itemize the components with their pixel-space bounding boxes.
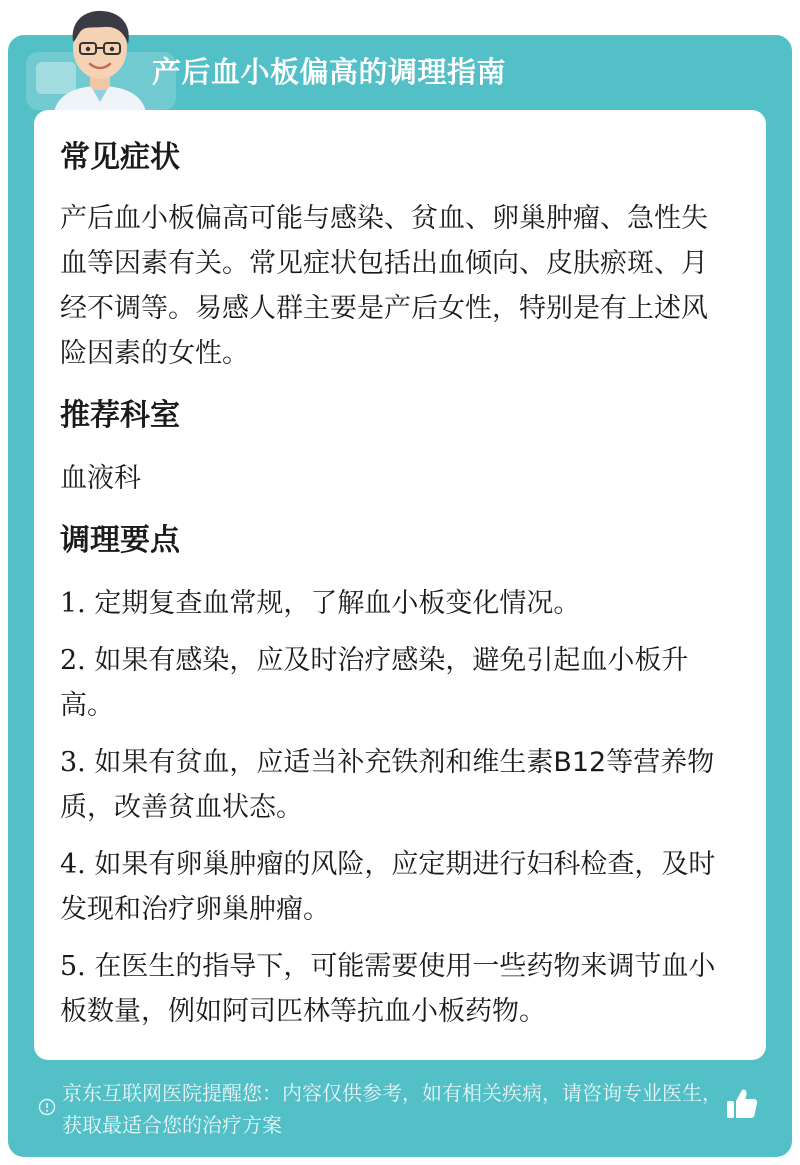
list-item (60, 581, 728, 626)
info-icon (38, 1098, 56, 1116)
list-item-text: 如果有卵巢肿瘤的风险，应定期进行妇科检查，及时发现和治疗卵巢肿瘤。 (60, 849, 716, 925)
list-item-number: 3. (60, 747, 86, 778)
list-item-text: 如果有贫血，应适当补充铁剂和维生素B12等营养物质，改善贫血状态。 (60, 747, 715, 823)
care-list (60, 581, 728, 1034)
care-heading: 调理要点 (60, 523, 180, 558)
list-item (60, 740, 728, 830)
list-item-number: 4. (60, 849, 86, 880)
page-title: 产后血小板偏高的调理指南 (152, 55, 507, 89)
list-item (60, 944, 728, 1034)
list-item-number: 5. (60, 951, 86, 982)
thumbs-up-icon[interactable] (724, 1086, 760, 1122)
list-item-number: 1. (60, 588, 86, 619)
footer-notice: 京东互联网医院提醒您：内容仅供参考，如有相关疾病，请咨询专业医生，获取最适合您的治疗方案 (62, 1081, 722, 1137)
doctor-avatar-icon (40, 2, 160, 112)
list-item-number: 2. (60, 645, 86, 676)
department-text: 血液科 (60, 463, 141, 494)
department-heading: 推荐科室 (60, 398, 180, 433)
list-item-text: 如果有感染，应及时治疗感染，避免引起血小板升高。 (60, 645, 689, 721)
symptoms-text: 产后血小板偏高可能与感染、贫血、卵巢肿瘤、急性失血等因素有关。常见症状包括出血倾向、皮肤瘀斑、月经不调等。易感人群主要是产后女性，特别是有上述风险因素的女性。 (60, 203, 708, 369)
symptoms-heading: 常见症状 (60, 140, 180, 175)
content-body (60, 136, 728, 1046)
list-item (60, 842, 728, 932)
list-item-text: 在医生的指导下，可能需要使用一些药物来调节血小板数量，例如阿司匹林等抗血小板药物。 (60, 951, 716, 1027)
list-item (60, 638, 728, 728)
content-card (34, 110, 766, 1060)
list-item-text: 定期复查血常规，了解血小板变化情况。 (94, 588, 581, 619)
